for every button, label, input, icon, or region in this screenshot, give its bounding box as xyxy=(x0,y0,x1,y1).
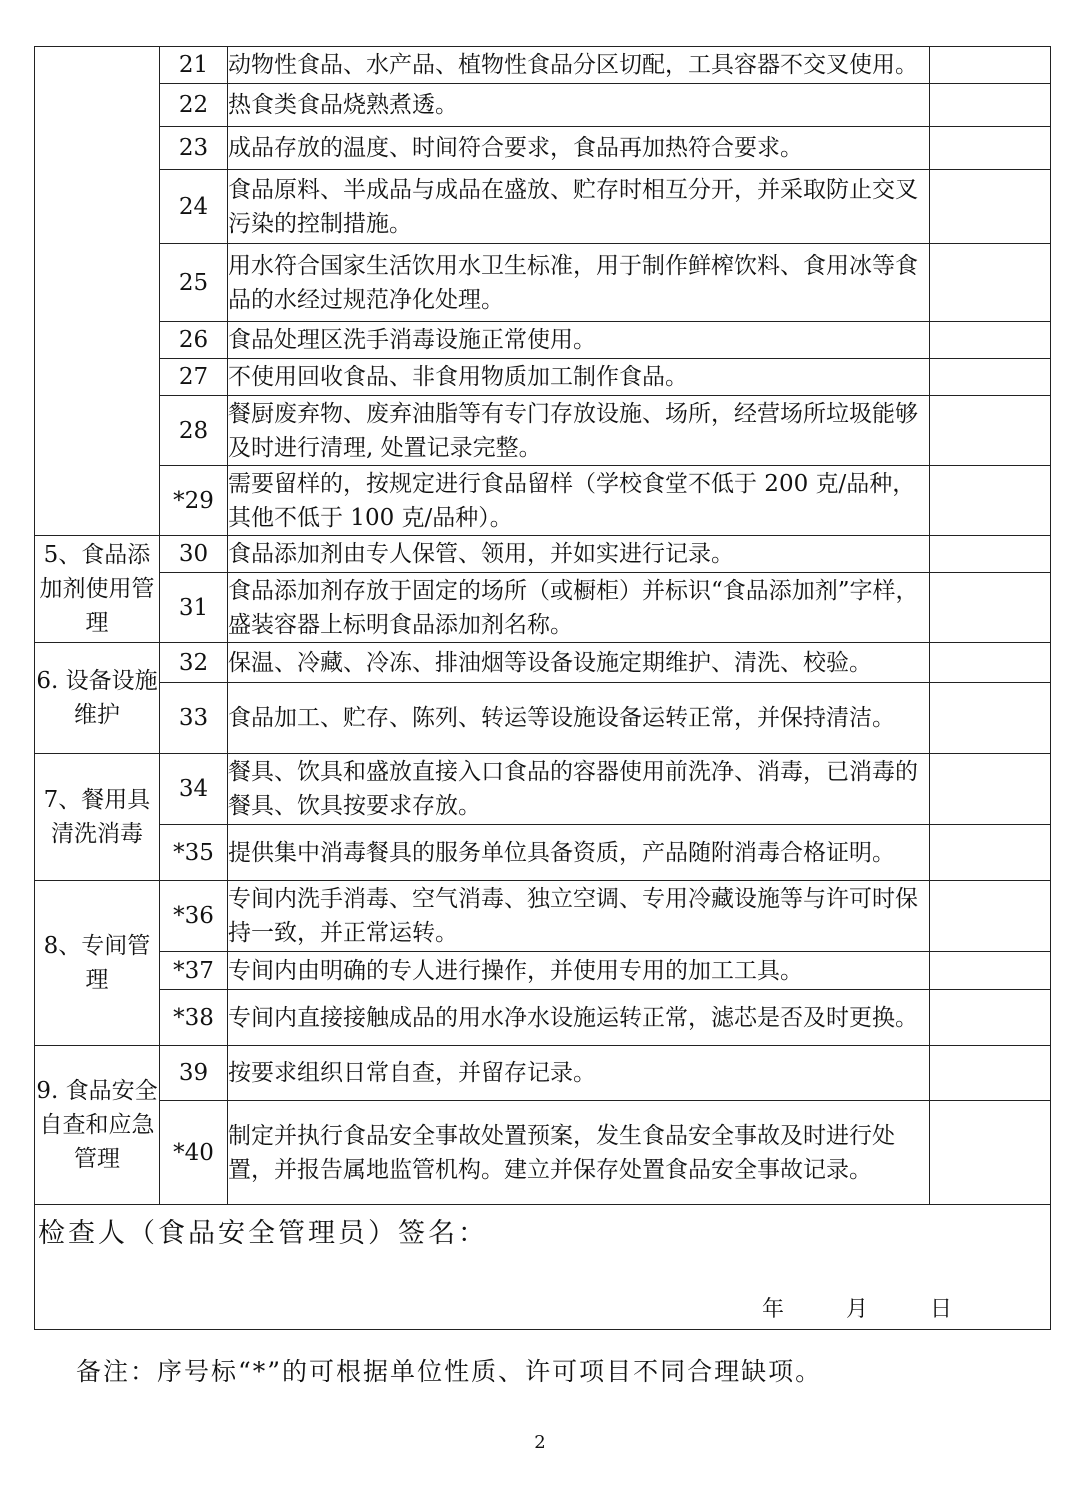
row-number: 24 xyxy=(160,170,228,244)
row-text: 专间内直接接触成品的用水净水设施运转正常，滤芯是否及时更换。 xyxy=(228,990,930,1046)
footnote: 备注：序号标“*”的可根据单位性质、许可项目不同合理缺项。 xyxy=(76,1357,823,1386)
row-text: 餐具、饮具和盛放直接入口食品的容器使用前洗净、消毒，已消毒的餐具、饮具按要求存放。 xyxy=(228,754,930,825)
row-text: 食品加工、贮存、陈列、转运等设施设备运转正常，并保持清洁。 xyxy=(228,683,930,754)
table-row xyxy=(35,683,1051,754)
month-label: 月 xyxy=(845,1296,868,1322)
table-row xyxy=(35,952,1051,990)
table-row xyxy=(35,536,1051,573)
row-text: 制定并执行食品安全事故处置预案，发生食品安全事故及时进行处置，并报告属地监管机构。建立并保存处置食品安全事故记录。 xyxy=(228,1101,930,1205)
row-number: 23 xyxy=(160,127,228,170)
table-row xyxy=(35,1046,1051,1101)
row-text: 成品存放的温度、时间符合要求，食品再加热符合要求。 xyxy=(228,127,930,170)
row-number: 26 xyxy=(160,322,228,359)
row-number: 39 xyxy=(160,1046,228,1101)
result-cell[interactable] xyxy=(930,683,1051,754)
row-number: *38 xyxy=(160,990,228,1046)
row-text: 食品原料、半成品与成品在盛放、贮存时相互分开，并采取防止交叉污染的控制措施。 xyxy=(228,170,930,244)
inspection-table xyxy=(34,46,1051,1330)
row-text: 食品处理区洗手消毒设施正常使用。 xyxy=(228,322,930,359)
row-text: 食品添加剂由专人保管、领用，并如实进行记录。 xyxy=(228,536,930,573)
row-number: 28 xyxy=(160,396,228,466)
category-cell-blank xyxy=(35,47,160,536)
row-text: 热食类食品烧熟煮透。 xyxy=(228,84,930,127)
row-text: 提供集中消毒餐具的服务单位具备资质，产品随附消毒合格证明。 xyxy=(228,825,930,881)
result-cell[interactable] xyxy=(930,244,1051,322)
row-number: 21 xyxy=(160,47,228,84)
row-number: 31 xyxy=(160,573,228,643)
row-number: 30 xyxy=(160,536,228,573)
category-special-room: 8、专间管理 xyxy=(35,881,160,1046)
row-text: 专间内由明确的专人进行操作，并使用专用的加工工具。 xyxy=(228,952,930,990)
result-cell[interactable] xyxy=(930,990,1051,1046)
result-cell[interactable] xyxy=(930,127,1051,170)
row-number: *37 xyxy=(160,952,228,990)
row-text: 动物性食品、水产品、植物性食品分区切配，工具容器不交叉使用。 xyxy=(228,47,930,84)
result-cell[interactable] xyxy=(930,322,1051,359)
row-number: *29 xyxy=(160,466,228,536)
row-text: 专间内洗手消毒、空气消毒、独立空调、专用冷藏设施等与许可时保持一致，并正常运转。 xyxy=(228,881,930,952)
row-text: 用水符合国家生活饮用水卫生标准，用于制作鲜榨饮料、食用冰等食品的水经过规范净化处理。 xyxy=(228,244,930,322)
result-cell[interactable] xyxy=(930,536,1051,573)
category-equipment-maintenance: 6. 设备设施维护 xyxy=(35,643,160,754)
page-number: 2 xyxy=(534,1432,546,1453)
result-cell[interactable] xyxy=(930,643,1051,683)
result-cell[interactable] xyxy=(930,84,1051,127)
result-cell[interactable] xyxy=(930,1046,1051,1101)
result-cell[interactable] xyxy=(930,825,1051,881)
row-text: 需要留样的，按规定进行食品留样（学校食堂不低于 200 克/品种，其他不低于 100 克/品种）。 xyxy=(228,466,930,536)
table-row xyxy=(35,643,1051,683)
row-number: 27 xyxy=(160,359,228,396)
result-cell[interactable] xyxy=(930,952,1051,990)
year-label: 年 xyxy=(761,1296,784,1322)
result-cell[interactable] xyxy=(930,466,1051,536)
table-row xyxy=(35,322,1051,359)
category-food-additive: 5、食品添加剂使用管理 xyxy=(35,536,160,643)
category-self-inspection: 9. 食品安全自查和应急管理 xyxy=(35,1046,160,1205)
table-row xyxy=(35,754,1051,825)
day-label: 日 xyxy=(929,1296,952,1322)
table-row xyxy=(35,244,1051,322)
result-cell[interactable] xyxy=(930,881,1051,952)
row-number: *35 xyxy=(160,825,228,881)
row-text: 按要求组织日常自查，并留存记录。 xyxy=(228,1046,930,1101)
row-number: 34 xyxy=(160,754,228,825)
table-row xyxy=(35,170,1051,244)
result-cell[interactable] xyxy=(930,359,1051,396)
row-number: 32 xyxy=(160,643,228,683)
table-row xyxy=(35,359,1051,396)
table-row xyxy=(35,573,1051,643)
result-cell[interactable] xyxy=(930,47,1051,84)
row-number: 33 xyxy=(160,683,228,754)
result-cell[interactable] xyxy=(930,170,1051,244)
signature-label: 检查人（食品安全管理员）签名： xyxy=(38,1217,488,1249)
table-row xyxy=(35,1101,1051,1205)
row-text: 保温、冷藏、冷冻、排油烟等设备设施定期维护、清洗、校验。 xyxy=(228,643,930,683)
row-number: *36 xyxy=(160,881,228,952)
row-text: 餐厨废弃物、废弃油脂等有专门存放设施、场所，经营场所垃圾能够及时进行清理, 处置记录完整。 xyxy=(228,396,930,466)
category-tableware-cleaning: 7、餐用具清洗消毒 xyxy=(35,754,160,881)
row-text: 食品添加剂存放于固定的场所（或橱柜）并标识“食品添加剂”字样，盛装容器上标明食品添加剂名称。 xyxy=(228,573,930,643)
table-row xyxy=(35,47,1051,84)
row-number: *40 xyxy=(160,1101,228,1205)
date-line xyxy=(35,1293,1050,1327)
table-row xyxy=(35,990,1051,1046)
table-row xyxy=(35,127,1051,170)
table-row xyxy=(35,396,1051,466)
table-row xyxy=(35,84,1051,127)
result-cell[interactable] xyxy=(930,1101,1051,1205)
table-row xyxy=(35,825,1051,881)
result-cell[interactable] xyxy=(930,396,1051,466)
result-cell[interactable] xyxy=(930,573,1051,643)
row-number: 25 xyxy=(160,244,228,322)
signature-row xyxy=(35,1205,1051,1330)
signature-cell[interactable] xyxy=(35,1205,1051,1330)
table-row xyxy=(35,466,1051,536)
row-number: 22 xyxy=(160,84,228,127)
result-cell[interactable] xyxy=(930,754,1051,825)
table-row xyxy=(35,881,1051,952)
row-text: 不使用回收食品、非食用物质加工制作食品。 xyxy=(228,359,930,396)
